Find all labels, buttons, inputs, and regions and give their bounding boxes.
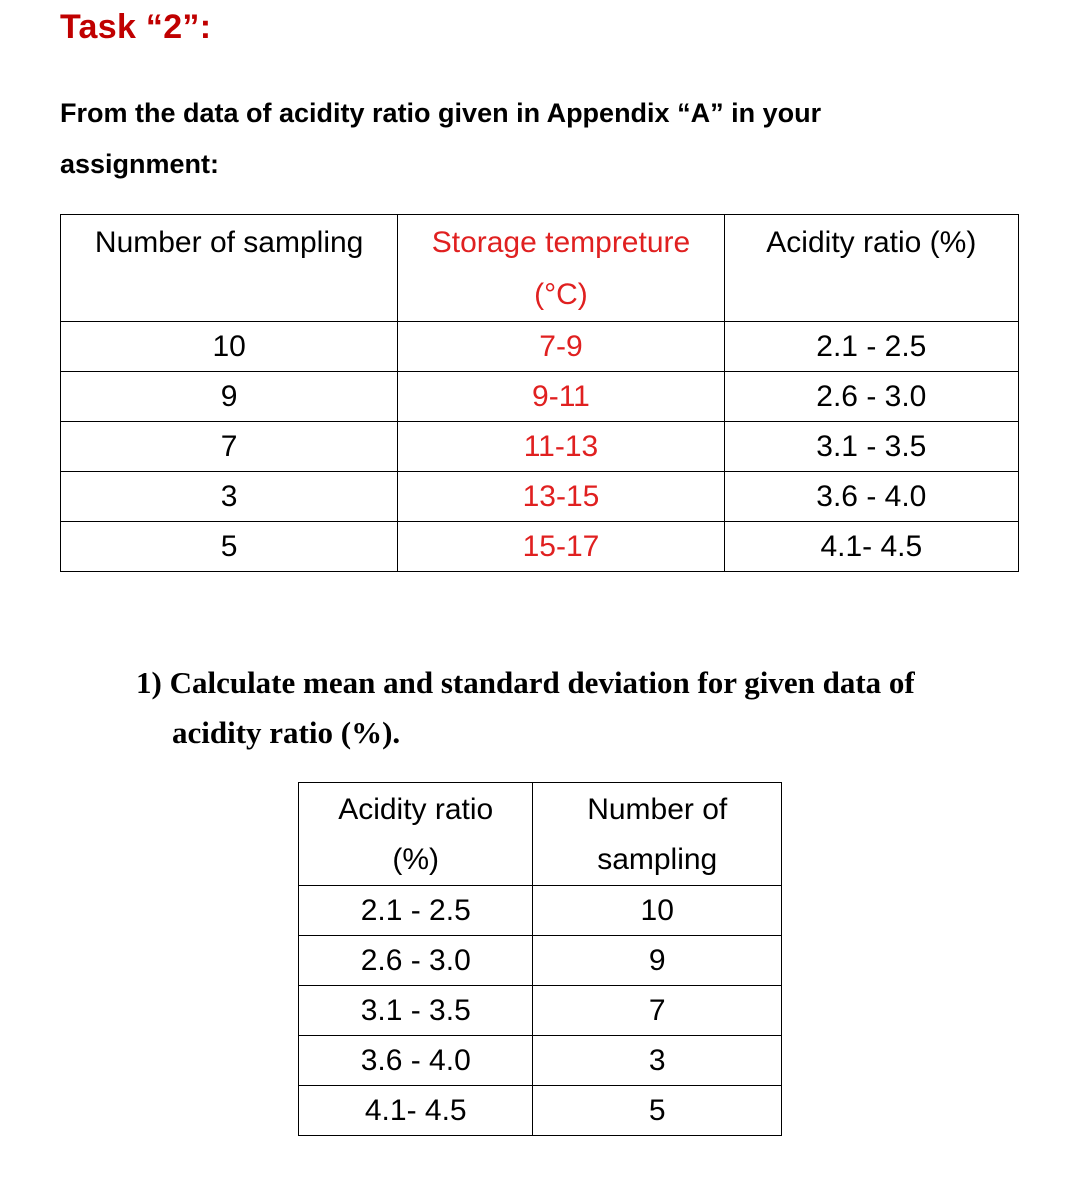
- cell-sampling: 7: [61, 422, 398, 472]
- cell-temperature: 9-11: [398, 372, 724, 422]
- header-number-of-sampling: Number of sampling: [533, 783, 782, 886]
- cell-acidity: 2.6 - 3.0: [299, 936, 533, 986]
- table-row: [61, 522, 1019, 572]
- cell-sampling: 3: [61, 472, 398, 522]
- table-row: [61, 422, 1019, 472]
- cell-sampling: 10: [61, 322, 398, 372]
- table-row: [299, 986, 782, 1036]
- cell-acidity: 3.6 - 4.0: [724, 472, 1018, 522]
- cell-acidity: 2.6 - 3.0: [724, 372, 1018, 422]
- table-row: [299, 1086, 782, 1136]
- cell-acidity: 3.1 - 3.5: [299, 986, 533, 1036]
- header-acidity-ratio: Acidity ratio (%): [724, 215, 1018, 322]
- intro-line-2: assignment:: [60, 149, 220, 179]
- header-acidity-ratio: Acidity ratio (%): [299, 783, 533, 886]
- task-title: Task “2”:: [60, 8, 212, 46]
- cell-sampling: 9: [61, 372, 398, 422]
- table-row: [299, 936, 782, 986]
- cell-acidity: 3.1 - 3.5: [724, 422, 1018, 472]
- question-text: [136, 658, 1016, 758]
- table-row: [61, 372, 1019, 422]
- table-row: [299, 1036, 782, 1086]
- cell-sampling: 7: [533, 986, 782, 1036]
- question-line-2: acidity ratio (%).: [172, 715, 401, 750]
- header-storage-temperature: Storage tempreture (°C): [398, 215, 724, 322]
- table-header-row: [61, 215, 1019, 322]
- cell-acidity: 2.1 - 2.5: [724, 322, 1018, 372]
- cell-temperature: 13-15: [398, 472, 724, 522]
- intro-text: [60, 88, 960, 190]
- cell-temperature: 7-9: [398, 322, 724, 372]
- table-row: [299, 886, 782, 936]
- table-row: [61, 472, 1019, 522]
- cell-acidity: 3.6 - 4.0: [299, 1036, 533, 1086]
- cell-sampling: 9: [533, 936, 782, 986]
- cell-acidity: 4.1- 4.5: [299, 1086, 533, 1136]
- table-header-row: [299, 783, 782, 886]
- cell-temperature: 11-13: [398, 422, 724, 472]
- header-number-of-sampling: Number of sampling: [61, 215, 398, 322]
- cell-sampling: 10: [533, 886, 782, 936]
- cell-acidity: 4.1- 4.5: [724, 522, 1018, 572]
- cell-sampling: 5: [533, 1086, 782, 1136]
- intro-line-1: From the data of acidity ratio given in Appendix “A” in your: [60, 98, 822, 128]
- cell-sampling: 3: [533, 1036, 782, 1086]
- cell-temperature: 15-17: [398, 522, 724, 572]
- acidity-data-table: [60, 214, 1019, 572]
- table-row: [61, 322, 1019, 372]
- cell-sampling: 5: [61, 522, 398, 572]
- question-line-1: 1) Calculate mean and standard deviation for given data of: [136, 665, 915, 700]
- acidity-frequency-table: [298, 782, 782, 1136]
- cell-acidity: 2.1 - 2.5: [299, 886, 533, 936]
